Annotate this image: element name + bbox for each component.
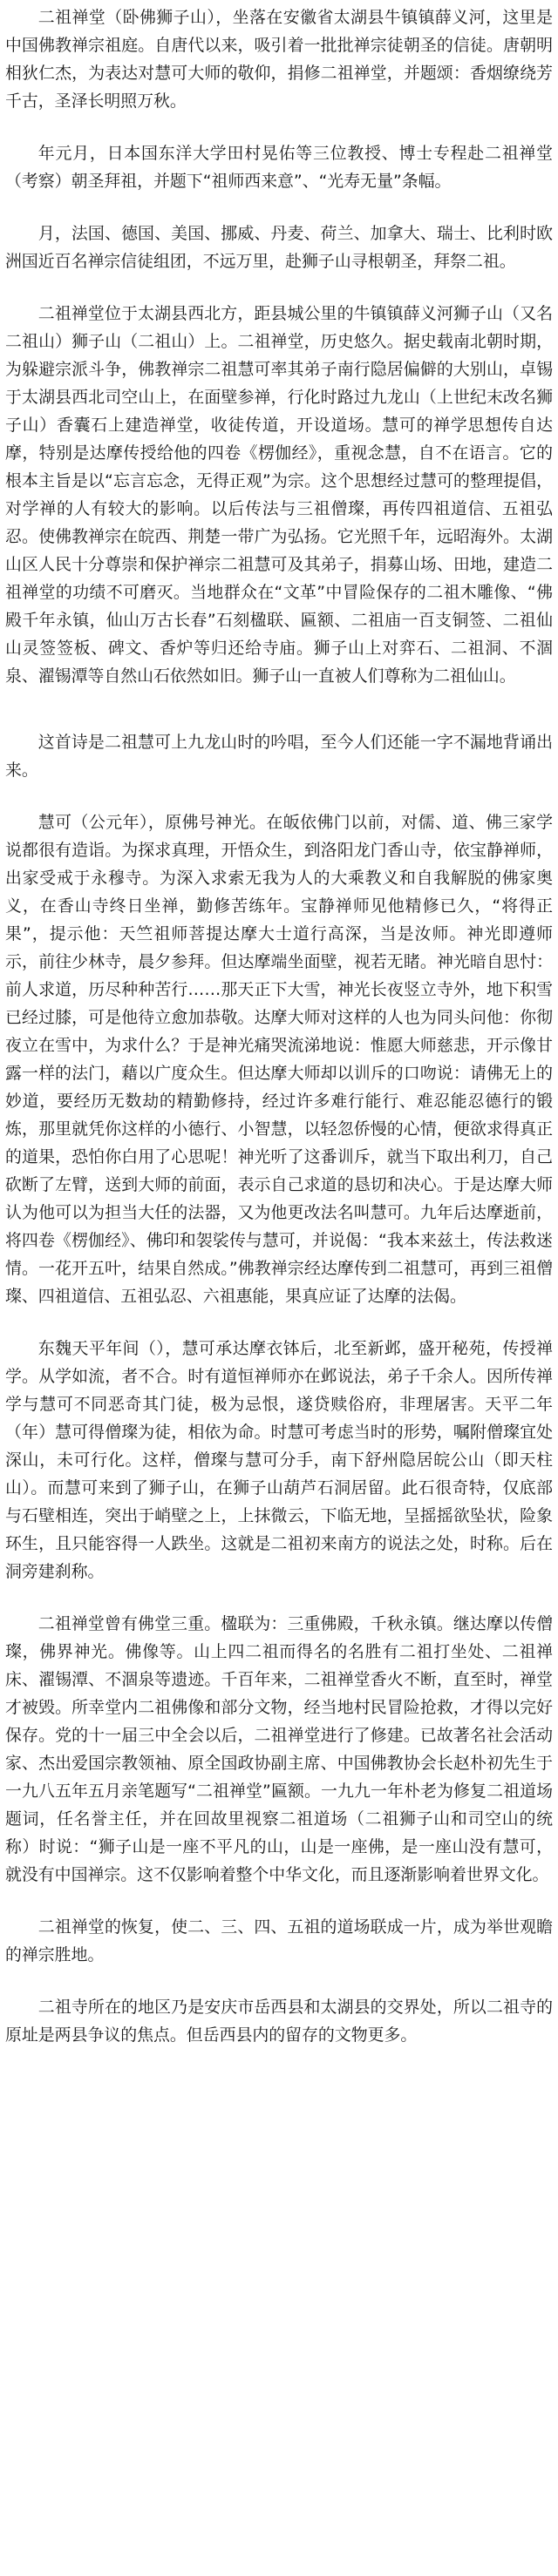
paragraph-halls: 二祖禅堂曾有佛堂三重。楹联为：三重佛殿，千秋永镇。继达摩以传僧璨，佛界神光。佛像等。山上四二祖而得名的名胜有二祖打坐处、二祖禅床、濯锡潭、不涸泉等遗迹。千百年来，二祖禅堂香火不断，直至时，禅堂才被毁。所幸堂内二祖佛像和部分文物，经当地村民冒险抢救，才得以完好保存。党的十一届三中全会以后，二祖禅堂进行了修建。已故著名社会活动家、杰出爱国宗教领袖、原全国政协副主席、中国佛教协会长赵朴初先生于一九八五年五月亲笔题写“二祖禅堂”匾额。一九九一年朴老为修复二祖道场题词，任名誉主任，并在回故里视察二祖道场（二祖狮子山和司空山的统称）时说：“狮子山是一座不平凡的山，山是一座佛，是一座山没有慧可，就没有中国禅宗。这不仅影响着整个中华文化，而且逐渐影响着世界文化。 — [5, 1614, 553, 1884]
paragraph-restoration: 二祖禅堂的恢复，使二、三、四、五祖的道场联成一片，成为举世观瞻的禅宗胜地。 — [5, 1917, 553, 1964]
spacer — [5, 1310, 553, 1335]
paragraph-eastern-wei: 东魏天平年间（），慧可承达摩衣钵后，北至新邺，盛开秘苑，传授禅学。从学如流，者不合。时有道恒禅师亦在邺说法，弟子千余人。因所传禅学与慧可不同恶奇其门徒，极为忌恨，遂贷赎俗府，非理屠害。天平二年（年）慧可得僧璨为徒，相依为命。时慧可考虑当时的形势，嘱附僧璨宜处深山，未可行化。这样，僧璨与慧可分手，南下舒州隐居皖公山（即天柱山）。而慧可来到了狮子山，在狮子山葫芦石洞居留。此石很奇特，仅底部与石壁相连，突出于峭壁之上，上抹微云，下临无地，呈摇摇欲坠状，险象环生，且只能容得一人跌坐。这就是二祖初来南方的说法之处，时称。后在洞旁建刹称。 — [5, 1339, 553, 1581]
paragraph-japan-visit: 年元月，日本国东洋大学田村晃佑等三位教授、博士专程赴二祖禅堂（考察）朝圣拜祖，并题下“祖师西来意”、“光寿无量”条幅。 — [5, 144, 553, 191]
spacer — [5, 275, 553, 300]
spacer — [5, 1889, 553, 1913]
paragraph-europe-visit: 月，法国、德国、美国、挪威、丹麦、荷兰、加拿大、瑞士、比利时欧洲国近百名禅宗信徒组团，不远万里，赴狮子山寻根朝圣，拜祭二祖。 — [5, 224, 553, 271]
spacer — [5, 1585, 553, 1610]
paragraph-poem-note: 这首诗是二祖慧可上九龙山时的吟唱，至今人们还能一字不漏地背诵出来。 — [5, 733, 553, 780]
spacer — [5, 195, 553, 220]
paragraph-history: 二祖禅堂位于太湖县西北方，距县城公里的牛镇镇薛义河狮子山（又名二祖山）狮子山（二祖山）上。二祖禅堂，历史悠久。据史载南北朝时期，为躲避宗派斗争，佛教禅宗二祖慧可率其弟子南行隐居偏僻的大别山，卓锡于太湖县西北司空山上，在面壁参禅，行化时路过九龙山（上世纪末改名狮子山）香囊石上建造禅堂，收徒传道，开设道场。慧可的禅学思想传自达摩，特别是达摩传授给他的四卷《楞伽经》，重视念慧，自不在语言。它的根本主旨是以“忘言忘念，无得正观”为宗。这个思想经过慧可的整理提倡，对学禅的人有较大的影响。以后传法与三祖僧璨，再传四祖道信、五祖弘忍。使佛教禅宗在皖西、荆楚一带广为弘扬。它光照千年，远昭海外。太湖山区人民十分尊崇和保护禅宗二祖慧可及其弟子，捐募山场、田地，建造二祖禅堂的功绩不可磨灭。当地群众在“文革”中冒险保存的二祖木雕像、“佛殿千年永镇，仙山万古长春”石刻楹联、匾额、二祖庙一百支铜签、二祖仙山灵签签板、碑文、香炉等归还给寺庙。狮子山上对弈石、二祖洞、不涸泉、濯锡潭等自然山石依然如旧。狮子山一直被人们尊称为二祖仙山。 — [5, 304, 553, 686]
spacer — [5, 690, 553, 728]
spacer — [5, 115, 553, 139]
paragraph-intro: 二祖禅堂（卧佛狮子山），坐落在安徽省太湖县牛镇镇薛义河，这里是中国佛教禅宗祖庭。自唐代以来，吸引着一批批禅宗徒朝圣的信徒。唐朝明相狄仁杰，为表达对慧可大师的敬仰，捐修二祖禅堂，并题颂：香烟缭绕芳千古，圣泽长明照万秋。 — [5, 8, 553, 111]
paragraph-huike-biography: 慧可（公元年），原佛号神光。在皈依佛门以前，对儒、道、佛三家学说都很有造诣。为探求真理，开悟众生，到洛阳龙门香山寺，依宝静禅师，出家受戒于永穆寺。为深入求索无我为人的大乘教义和自我解脱的佛家奥义，在香山寺终日坐禅，勤修苦练年。宝静禅师见他精修已久，“将得正果”，提示他：天竺祖师菩提达摩大士道行高深，当是汝师。神光即遵师示，前往少林寺，晨夕参拜。但达摩端坐面壁，视若无睹。神光暗自思忖：前人求道，历尽种种苦行……那天正下大雪，神光长夜竖立寺外，地下积雪已经过膝，可是他待立愈加恭敬。达摩大师对这样的人也为同头问他：你彻夜立在雪中，为求什么？于是神光痛哭流涕地说：惟愿大师慈悲，开示像甘露一样的法门，藉以广度众生。但达摩大师却以训斥的口吻说：请佛无上的妙道，要经历无数劫的精勤修持，经过许多难行能行、难忍能忍德行的锻炼，那里就凭你这样的小德行、小智慧，以轻忽侨慢的心情，便欲求得真正的道果，恐怕你白用了心思呢！神光听了这番训斥，就当下取出利刀，自己砍断了左臂，送到大师的前面，表示自己求道的恳切和决心。于是达摩大师认为他可以为担当大任的法器，又为他更改法名叫慧可。九年后达摩逝前，将四卷《楞伽经》、佛印和袈裟传与慧可，并说偈：“我本来兹土，传法救迷情。一花开五叶，结果自然成。”佛教禅宗经达摩传到二祖慧可，再到三祖僧璨、四祖道信、五祖弘忍、六祖惠能，果真应证了达摩的法偈。 — [5, 813, 553, 1306]
paragraph-location: 二祖寺所在的地区乃是安庆市岳西县和太湖县的交界处，所以二祖寺的原址是两县争议的焦点。但岳西县内的留存的文物更多。 — [5, 1998, 553, 2045]
spacer — [5, 1969, 553, 1993]
spacer — [5, 784, 553, 808]
